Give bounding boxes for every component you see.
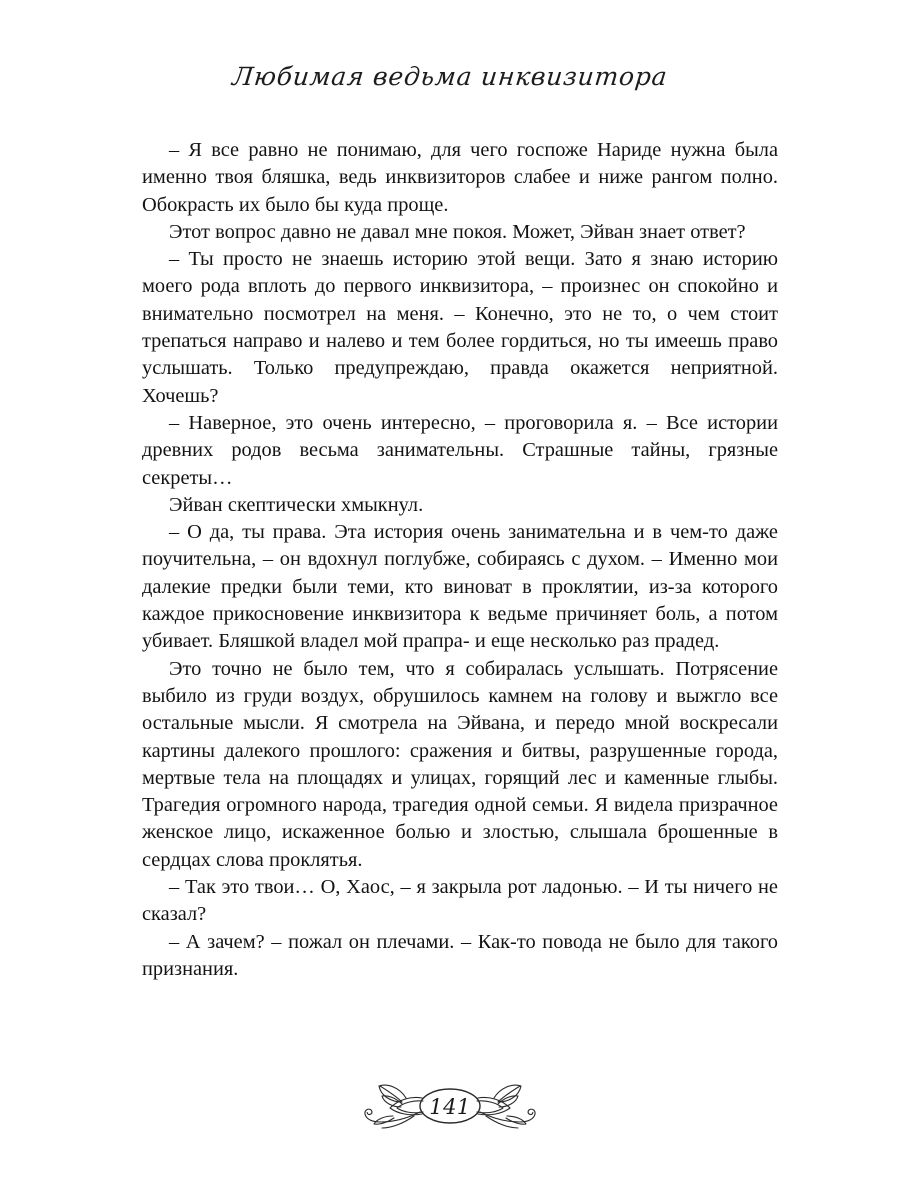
page-folio <box>0 1078 900 1134</box>
running-head: Любимая ведьма инквизитора <box>230 62 670 91</box>
paragraph: Эйван скептически хмыкнул. <box>169 493 424 516</box>
paragraph: – Так это твои… О, Хаос, – я закрыла рот ладонью. – И ты ничего не сказал? <box>142 876 778 926</box>
paragraph: Этот вопрос давно не давал мне покоя. Может, Эйван знает ответ? <box>169 220 746 243</box>
paragraph: – О да, ты права. Эта история очень занимательна и в чем-то даже поучительна, – он вдохнул поглубже, собираясь с духом. – Именно мои далекие предки были теми, кто виноват в проклятии, из-за которого каждое прикосновение инквизитора к ведьме причиняет боль, а потом убивает. Бляшкой владел мой прапра- и еще несколько раз прадед. <box>142 521 778 653</box>
paragraph: Это точно не было тем, что я собиралась услышать. Потрясение выбило из груди воздух, обрушилось камнем на голову и выжгло все остальные мысли. Я смотрела на Эйвана, и передо мной воскресали картины далекого прошлого: сражения и битвы, разрушенные города, мертвые тела на площадях и улицах, горящий лес и каменные глыбы. Трагедия огромного народа, трагедия одной семьи. Я видела призрачное женское лицо, искаженное болью и злостью, слышала брошенные в сердцах слова проклятья. <box>142 657 778 871</box>
paragraph: – Я все равно не понимаю, для чего госпоже Нариде нужна была именно твоя бляшка, ведь инквизиторов слабее и ниже рангом полно. Обокрасть их было бы куда проще. <box>142 139 778 216</box>
paragraph: – А зачем? – пожал он плечами. – Как-то повода не было для такого признания. <box>142 930 778 980</box>
body-text-column <box>142 137 778 983</box>
laurel-flourish-ornament <box>350 1078 550 1134</box>
paragraph: – Ты просто не знаешь историю этой вещи. Зато я знаю историю моего рода вплоть до первого инквизитора, – произнес он спокойно и внимательно посмотрел на меня. – Конечно, это не то, о чем стоит трепаться направо и налево и тем более гордиться, но ты имеешь право услышать. Только предупреждаю, правда окажется неприятной. Хочешь? <box>142 248 778 407</box>
paragraph: – Наверное, это очень интересно, – проговорила я. – Все истории древних родов весьма занимательны. Страшные тайны, грязные секреты… <box>142 411 778 489</box>
page-number: 141 <box>429 1095 471 1119</box>
